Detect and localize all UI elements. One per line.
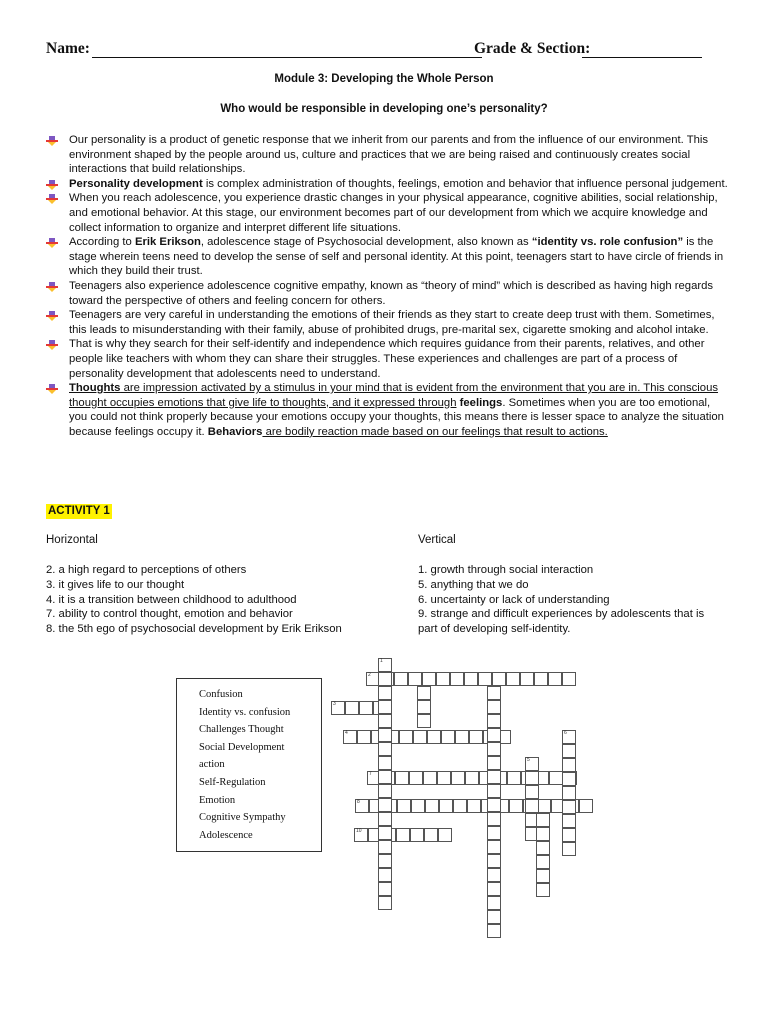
clue-item: 9. strange and difficult experiences by adolescents that is part of developing self-identity.	[418, 608, 705, 636]
crossword-cell[interactable]	[378, 686, 392, 700]
crossword-cell[interactable]	[455, 730, 469, 744]
bullet-text: . Sometimes when you are too emotional, you could not think properly because your emotions occupy your thoughts, this means there is lesser space to analyze the situation because feelings occupy it.	[69, 396, 724, 438]
module-title: Module 3: Developing the Whole Person	[274, 73, 494, 85]
crossword-cell[interactable]	[536, 827, 550, 841]
crossword-cell[interactable]	[509, 799, 523, 813]
bullet-item	[46, 177, 730, 192]
arrow-bullet-icon	[46, 238, 58, 248]
word-bank-item: Challenges Thought	[199, 724, 284, 736]
crossword-cell[interactable]	[562, 786, 576, 800]
bullet-item	[46, 191, 730, 235]
crossword-cell[interactable]	[378, 826, 392, 840]
crossword-cell[interactable]	[378, 798, 392, 812]
crossword-cell[interactable]	[331, 701, 345, 715]
bullet-text: is the stage wherein teens need to develop the sense of self and personal identity. At this point, teenagers start to have circle of friends in which they build their trust.	[69, 236, 724, 278]
crossword-cell[interactable]	[417, 700, 431, 714]
guiding-question: Who would be responsible in developing one’s personality?	[220, 103, 548, 115]
crossword-cell[interactable]	[396, 828, 410, 842]
bullet-underlined-text: are impression activated by a stimulus in your mind that is evident from the environment that you are in. This conscious thought occupies emotions that give life to thoughts, and it expressed through	[69, 382, 719, 409]
crossword-cell[interactable]	[378, 896, 392, 910]
crossword-cell[interactable]	[417, 714, 431, 728]
bullet-text: Our personality is a product of genetic response that we inherit from our parents and from the influence of our environment. This environment shaped by the people around us, culture and practices that we are being raised and continuously creates social interactions that build relationships.	[69, 134, 709, 176]
crossword-cell[interactable]	[536, 883, 550, 897]
crossword-cell[interactable]	[425, 799, 439, 813]
word-bank-item: Emotion	[199, 794, 236, 806]
crossword-cell[interactable]	[487, 910, 501, 924]
word-bank-list	[199, 686, 321, 844]
bullet-text: Teenagers also experience adolescence cognitive empathy, known as “theory of mind” which is described as having high regards toward the perspective of others and feeling concern for others.	[69, 279, 714, 307]
crossword-clue-number: 5	[527, 757, 530, 763]
bullet-text: , adolescence stage of Psychosocial development, also known as	[200, 236, 532, 249]
bullet-text: Teenagers are very careful in understanding the emotions of their friends as they start to create deep trust with them. Sometimes, this leads to misunderstanding with their family, abuse of prohibited drugs, pre-marital sex, cigarette smoking and alcohol intake.	[69, 309, 715, 336]
crossword-cell[interactable]	[378, 658, 392, 672]
crossword-cell[interactable]	[487, 840, 501, 854]
word-bank	[176, 678, 322, 852]
header	[46, 40, 736, 62]
crossword-cell[interactable]	[579, 799, 593, 813]
clue-item: 6. uncertainty or lack of understanding	[418, 593, 610, 606]
clue-item: 4. it is a transition between childhood to adulthood	[46, 593, 297, 606]
crossword-cell[interactable]	[562, 800, 576, 814]
crossword-clue-number: 6	[564, 730, 567, 736]
crossword-cell[interactable]	[549, 771, 563, 785]
clue-item: 5. anything that we do	[418, 578, 529, 591]
clue-item: 2. a high regard to perceptions of others	[46, 564, 247, 576]
crossword-cell[interactable]	[536, 813, 550, 827]
arrow-bullet-icon	[46, 340, 58, 350]
arrow-bullet-icon	[46, 311, 58, 321]
crossword-cell[interactable]	[487, 728, 501, 742]
crossword-cell[interactable]	[487, 714, 501, 728]
crossword-cell[interactable]	[378, 672, 392, 686]
vertical-heading: Vertical	[418, 534, 456, 546]
crossword-cell[interactable]	[562, 842, 576, 856]
arrow-bullet-icon	[46, 282, 58, 292]
crossword-cell[interactable]	[359, 701, 373, 715]
crossword-cell[interactable]	[394, 672, 408, 686]
crossword-cell[interactable]	[413, 730, 427, 744]
crossword-cell[interactable]	[525, 799, 539, 813]
bullet-text: When you reach adolescence, you experience drastic changes in your physical appearance, cognitive abilities, social relationship, and emotional behavior. At this stage, our environment becomes part of our development from which we acquire knowledge and collect information to organize and interpret different life situations.	[69, 192, 718, 234]
crossword-clue-number: 3	[333, 701, 336, 707]
crossword-cell[interactable]	[536, 869, 550, 883]
word-bank-item: Confusion	[199, 689, 243, 700]
crossword-cell[interactable]	[424, 828, 438, 842]
crossword-cell[interactable]	[378, 882, 392, 896]
bullet-item	[46, 337, 730, 381]
crossword-cell[interactable]	[395, 771, 409, 785]
crossword-cell[interactable]	[487, 924, 501, 938]
crossword-cell[interactable]	[562, 744, 576, 758]
clue-item: 1. growth through social interaction	[418, 564, 594, 576]
crossword-cell[interactable]	[411, 799, 425, 813]
bullet-bold-term: feelings	[456, 396, 503, 409]
clue-item: 7. ability to control thought, emotion and behavior	[46, 608, 293, 621]
crossword-cell[interactable]	[525, 757, 539, 771]
crossword-cell[interactable]	[378, 728, 392, 742]
bullet-list	[46, 133, 730, 439]
crossword-cell[interactable]	[453, 799, 467, 813]
crossword-cell[interactable]	[487, 742, 501, 756]
crossword-cell[interactable]	[464, 672, 478, 686]
crossword-cell[interactable]	[378, 854, 392, 868]
crossword-cell[interactable]	[357, 730, 371, 744]
crossword-cell[interactable]	[378, 770, 392, 784]
crossword-cell[interactable]	[343, 730, 357, 744]
crossword-clue-number: 8	[357, 799, 360, 805]
bullet-underlined-text: are bodily reaction made based on our feelings that result to actions.	[262, 425, 608, 438]
name-label: Name:	[46, 40, 90, 57]
bullet-bold-term: Erik Erikson	[134, 236, 201, 249]
crossword-cell[interactable]	[487, 686, 501, 700]
crossword-cell[interactable]	[378, 868, 392, 882]
crossword-cell[interactable]	[450, 672, 464, 686]
crossword-cell[interactable]	[354, 828, 368, 842]
crossword-cell[interactable]	[441, 730, 455, 744]
crossword-cell[interactable]	[487, 826, 501, 840]
crossword-clue-number: 2	[368, 672, 371, 678]
crossword-cell[interactable]	[487, 882, 501, 896]
crossword-cell[interactable]	[520, 672, 534, 686]
crossword-cell[interactable]	[378, 700, 392, 714]
word-bank-item: Identity vs. confusion	[199, 706, 291, 718]
crossword-cell[interactable]	[487, 868, 501, 882]
word-bank-item: action	[199, 759, 225, 771]
crossword-cell[interactable]	[397, 799, 411, 813]
crossword-cell[interactable]	[423, 771, 437, 785]
bullet-item	[46, 133, 730, 177]
grade-section-blank[interactable]	[582, 57, 702, 58]
crossword-cell[interactable]	[487, 770, 501, 784]
bullet-bold-term: Thoughts	[69, 382, 121, 395]
crossword-cell[interactable]	[562, 814, 576, 828]
grade-section-label: Grade & Section:	[474, 40, 591, 57]
bullet-text: is complex administration of thoughts, feelings, emotion and behavior that influence personal judgement.	[202, 177, 728, 190]
crossword-cell[interactable]	[345, 701, 359, 715]
crossword-cell[interactable]	[467, 799, 481, 813]
bullet-item	[46, 279, 730, 308]
crossword-cell[interactable]	[506, 672, 520, 686]
crossword-cell[interactable]	[525, 785, 539, 799]
crossword-cell[interactable]	[537, 799, 551, 813]
bullet-item	[46, 235, 730, 279]
crossword-clue-number: 7	[369, 771, 372, 777]
crossword-cell[interactable]	[562, 828, 576, 842]
crossword-cell[interactable]	[438, 828, 452, 842]
crossword-cell[interactable]	[378, 756, 392, 770]
crossword-cell[interactable]	[399, 730, 413, 744]
word-bank-item: Social Development	[199, 741, 285, 753]
crossword-clue-number: 1	[380, 658, 383, 664]
bullet-bold-term: “identity vs. role confusion”	[531, 236, 684, 249]
arrow-bullet-icon	[46, 180, 58, 190]
word-bank-item: Adolescence	[199, 829, 253, 841]
crossword-cell[interactable]	[409, 771, 423, 785]
crossword-cell[interactable]	[534, 672, 548, 686]
clue-item: 8. the 5th ego of psychosocial development by Erik Erikson	[46, 623, 342, 636]
crossword-cell[interactable]	[408, 672, 422, 686]
word-bank-item: Self-Regulation	[199, 776, 266, 788]
bullet-item	[46, 381, 730, 439]
crossword-cell[interactable]	[487, 812, 501, 826]
horizontal-clue-list	[46, 563, 386, 637]
crossword-clue-number: 10	[356, 828, 362, 834]
activity-title: ACTIVITY 1	[48, 505, 110, 517]
crossword-cell[interactable]	[469, 730, 483, 744]
crossword-cell[interactable]	[562, 772, 576, 786]
crossword-cell[interactable]	[478, 672, 492, 686]
crossword-cell[interactable]	[562, 672, 576, 686]
crossword-cell[interactable]	[439, 799, 453, 813]
crossword-cell[interactable]	[410, 828, 424, 842]
crossword-cell[interactable]	[562, 758, 576, 772]
horizontal-heading: Horizontal	[46, 534, 98, 546]
crossword-cell[interactable]	[427, 730, 441, 744]
crossword-cell[interactable]	[417, 686, 431, 700]
crossword-cell[interactable]	[422, 672, 436, 686]
crossword-cell[interactable]	[507, 771, 521, 785]
crossword-cell[interactable]	[378, 784, 392, 798]
arrow-bullet-icon	[46, 194, 58, 204]
crossword-cell[interactable]	[548, 672, 562, 686]
crossword-cell[interactable]	[451, 771, 465, 785]
bullet-item	[46, 308, 730, 337]
bullet-bold-term: Personality development	[69, 177, 203, 190]
crossword-cell[interactable]	[492, 672, 506, 686]
crossword-cell[interactable]	[536, 841, 550, 855]
crossword-cell[interactable]	[487, 798, 501, 812]
crossword-cell[interactable]	[487, 896, 501, 910]
crossword-cell[interactable]	[378, 840, 392, 854]
bullet-text: That is why they search for their self-identify and independence which requires guidance from their parents, relatives, and other people like teachers with whom they can share their struggles. These experiences and challenges are part of a process of personality development that adolescents need to understand.	[69, 338, 705, 380]
arrow-bullet-icon	[46, 136, 58, 146]
crossword-clue-number: 4	[345, 730, 348, 736]
crossword-cell[interactable]	[378, 812, 392, 826]
word-bank-item: Cognitive Sympathy	[199, 812, 286, 824]
crossword-cell[interactable]	[378, 714, 392, 728]
crossword-cell[interactable]	[525, 771, 539, 785]
crossword-cell[interactable]	[436, 672, 450, 686]
crossword-cell[interactable]	[437, 771, 451, 785]
crossword-cell[interactable]	[465, 771, 479, 785]
crossword-cell[interactable]	[487, 700, 501, 714]
crossword-cell[interactable]	[536, 855, 550, 869]
crossword-cell[interactable]	[355, 799, 369, 813]
crossword-cell[interactable]	[487, 854, 501, 868]
crossword-cell[interactable]	[487, 784, 501, 798]
name-blank[interactable]	[92, 57, 482, 58]
arrow-bullet-icon	[46, 384, 58, 394]
crossword-cell[interactable]	[487, 756, 501, 770]
bullet-text: According to	[69, 236, 135, 249]
bullet-bold-term: Behaviors	[207, 425, 263, 438]
crossword-cell[interactable]	[378, 742, 392, 756]
clue-item: 3. it gives life to our thought	[46, 578, 185, 591]
crossword-cell[interactable]	[562, 730, 576, 744]
vertical-clue-list	[418, 563, 718, 637]
